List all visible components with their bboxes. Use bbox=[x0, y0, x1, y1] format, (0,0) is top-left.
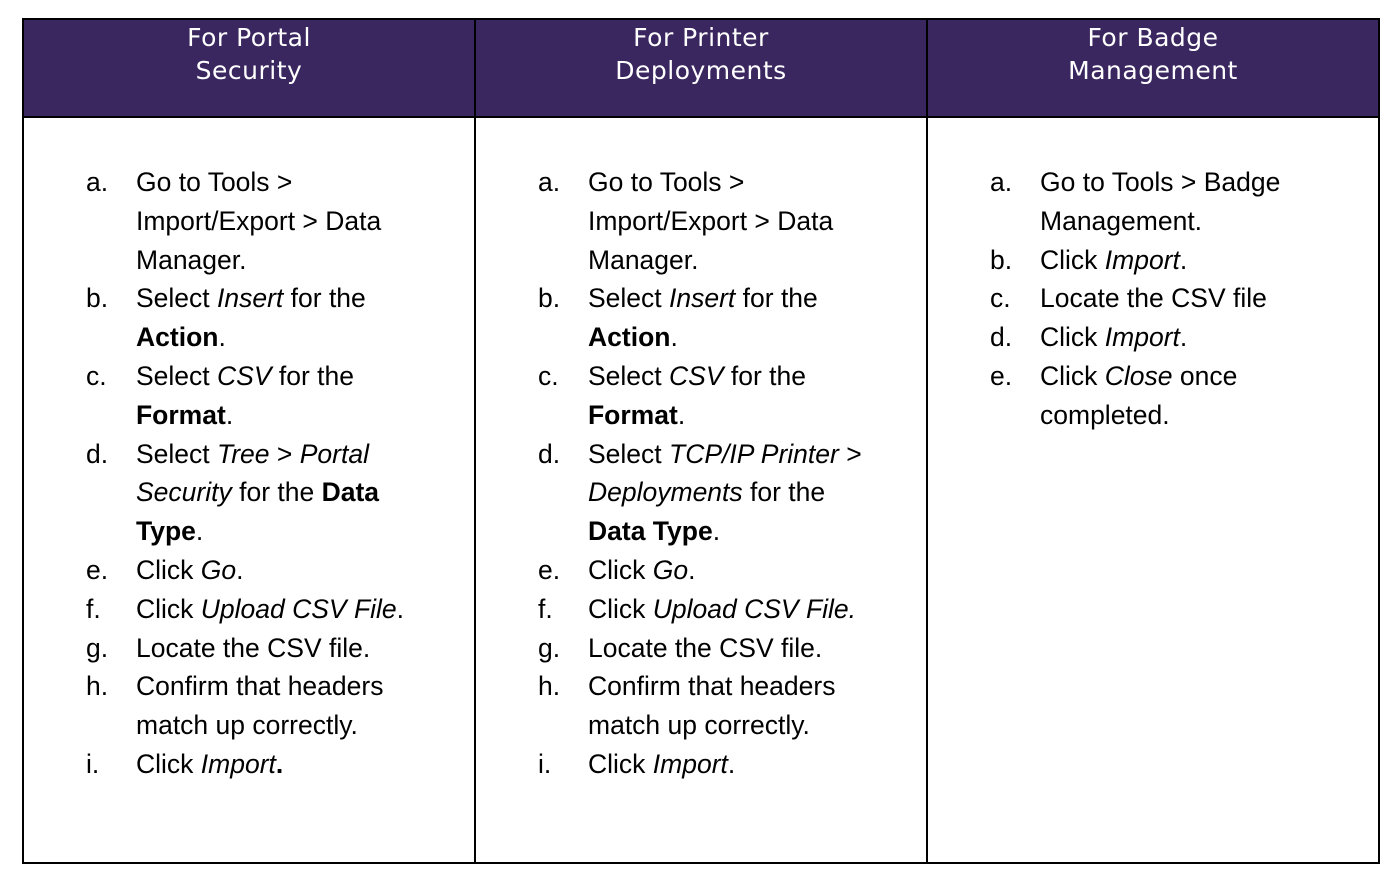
step-marker: h. bbox=[538, 671, 561, 702]
list-item bbox=[538, 745, 926, 784]
list-item bbox=[538, 667, 926, 745]
step-text-segment: Go to Tools > Badge Management. bbox=[1040, 167, 1281, 236]
step-marker: g. bbox=[86, 632, 109, 663]
step-text-segment: for the bbox=[735, 283, 818, 314]
step-text-segment: CSV bbox=[217, 360, 272, 391]
step-text-segment: Go bbox=[652, 554, 689, 585]
list-item bbox=[86, 163, 474, 279]
step-text-segment: for the bbox=[723, 360, 807, 391]
step-text-segment: CSV bbox=[669, 360, 724, 391]
step-text-segment: Locate the CSV file. bbox=[136, 632, 371, 663]
step-text bbox=[136, 590, 436, 629]
column-header-title: For Portal Security bbox=[187, 23, 311, 85]
step-text-segment: Click bbox=[1040, 244, 1105, 275]
step-text-segment: Select bbox=[588, 283, 670, 314]
step-text-segment: . bbox=[225, 399, 234, 430]
list-item bbox=[990, 241, 1378, 280]
list-item bbox=[990, 163, 1378, 241]
step-text-segment: Go to Tools > Import/Export > Data Manager. bbox=[588, 167, 834, 275]
step-text bbox=[588, 357, 888, 435]
step-text-segment: . bbox=[727, 748, 736, 779]
step-text-segment: Locate the CSV file bbox=[1040, 283, 1267, 314]
step-text-segment: Import bbox=[1104, 244, 1180, 275]
step-marker: e. bbox=[538, 554, 561, 585]
list-item bbox=[86, 667, 474, 745]
step-text-segment: Insert bbox=[669, 283, 736, 314]
step-text-segment: . bbox=[218, 322, 226, 353]
step-text-segment: Click bbox=[136, 593, 201, 624]
step-text bbox=[588, 551, 888, 590]
step-text-segment: . bbox=[396, 593, 405, 624]
step-text-segment: Select bbox=[136, 283, 218, 314]
list-item bbox=[538, 590, 926, 629]
step-text bbox=[1040, 318, 1340, 357]
step-text-segment: Data Type bbox=[588, 516, 713, 547]
step-text-segment: Confirm that headers match up correctly. bbox=[136, 671, 384, 741]
step-text-segment: Select bbox=[136, 438, 218, 469]
steps-list bbox=[476, 118, 926, 784]
step-marker: e. bbox=[990, 360, 1013, 391]
step-text-segment: . bbox=[688, 554, 696, 585]
column-header bbox=[23, 19, 475, 117]
step-text-segment: Action bbox=[588, 322, 671, 353]
step-marker: g. bbox=[538, 632, 561, 663]
step-text-segment: for the bbox=[742, 477, 826, 508]
step-text-segment: . bbox=[1179, 244, 1188, 275]
step-text bbox=[136, 629, 436, 668]
column-cell bbox=[475, 117, 927, 863]
column-header bbox=[475, 19, 927, 117]
step-text-segment: Close bbox=[1104, 360, 1173, 391]
list-item bbox=[86, 435, 474, 551]
step-text-segment: Deployments bbox=[588, 477, 743, 508]
step-text bbox=[136, 551, 436, 590]
step-text-segment: Click bbox=[136, 748, 201, 779]
step-marker: a. bbox=[538, 167, 561, 197]
step-text-segment: Format bbox=[588, 399, 678, 430]
step-marker: a. bbox=[86, 167, 109, 197]
column-cell bbox=[927, 117, 1379, 863]
step-text-segment: . bbox=[236, 554, 244, 585]
step-marker: e. bbox=[86, 554, 109, 585]
step-marker: d. bbox=[86, 438, 109, 469]
steps-list bbox=[24, 118, 474, 784]
step-text-segment: Click bbox=[588, 748, 653, 779]
step-text bbox=[136, 163, 436, 279]
column-cell bbox=[23, 117, 475, 863]
step-marker: i. bbox=[86, 748, 100, 779]
list-item bbox=[990, 318, 1378, 357]
list-item bbox=[86, 590, 474, 629]
step-text bbox=[588, 667, 888, 745]
step-text-segment: for the bbox=[283, 283, 366, 314]
step-text-segment: Import bbox=[200, 748, 276, 779]
step-text-segment: Data Type bbox=[136, 477, 380, 547]
list-item bbox=[538, 163, 926, 279]
step-text-segment: Click bbox=[588, 593, 653, 624]
step-marker: b. bbox=[990, 244, 1013, 275]
body-row bbox=[23, 117, 1379, 863]
step-marker: f. bbox=[86, 593, 101, 624]
step-text-segment: Click bbox=[588, 554, 653, 585]
step-text-segment: Go bbox=[200, 554, 237, 585]
step-text-segment: Select bbox=[588, 438, 670, 469]
step-text-segment: > bbox=[838, 438, 862, 469]
step-marker: i. bbox=[538, 748, 552, 779]
step-text-segment: TCP/IP Printer bbox=[669, 438, 839, 469]
step-text bbox=[588, 163, 888, 279]
list-item bbox=[538, 551, 926, 590]
steps-list bbox=[928, 118, 1378, 435]
column-header-title: For Printer Deployments bbox=[615, 23, 787, 85]
step-text-segment: Click bbox=[1040, 360, 1105, 391]
step-text-segment: Portal Security bbox=[136, 438, 369, 508]
step-text-segment: . bbox=[712, 516, 721, 547]
import-instructions-table bbox=[22, 18, 1380, 864]
list-item bbox=[86, 357, 474, 435]
step-text-segment: Click bbox=[136, 554, 201, 585]
step-text bbox=[1040, 279, 1340, 318]
step-text bbox=[136, 435, 436, 551]
step-marker: b. bbox=[538, 283, 561, 314]
step-text-segment: > bbox=[269, 438, 300, 469]
step-text bbox=[588, 629, 888, 668]
list-item bbox=[538, 357, 926, 435]
step-text bbox=[1040, 357, 1340, 435]
list-item bbox=[538, 279, 926, 357]
step-marker: c. bbox=[990, 283, 1011, 314]
step-text-segment: . bbox=[670, 322, 678, 353]
step-text-segment: . bbox=[677, 399, 686, 430]
step-marker: b. bbox=[86, 283, 109, 314]
column-header-title: For Badge Management bbox=[1068, 23, 1238, 85]
step-text bbox=[588, 590, 888, 629]
column-header bbox=[927, 19, 1379, 117]
step-marker: c. bbox=[86, 360, 107, 391]
header-row bbox=[23, 19, 1379, 117]
step-text-segment: Insert bbox=[217, 283, 284, 314]
step-text-segment: Upload CSV File. bbox=[652, 593, 857, 624]
step-text-segment: Action bbox=[136, 322, 219, 353]
list-item bbox=[86, 745, 474, 784]
step-text-segment: Import bbox=[1104, 322, 1180, 353]
step-marker: d. bbox=[538, 438, 561, 469]
step-text-segment: Locate the CSV file. bbox=[588, 632, 823, 663]
step-text bbox=[136, 667, 436, 745]
step-text bbox=[1040, 163, 1340, 241]
step-text-segment: Upload CSV File bbox=[200, 593, 397, 624]
step-marker: c. bbox=[538, 360, 559, 391]
step-text bbox=[136, 357, 436, 435]
list-item bbox=[538, 435, 926, 551]
step-text-segment: Tree bbox=[217, 438, 270, 469]
step-text bbox=[1040, 241, 1340, 280]
step-text-segment: Go to Tools > Import/Export > Data Manager. bbox=[136, 167, 382, 275]
step-text bbox=[588, 435, 888, 551]
list-item bbox=[990, 279, 1378, 318]
step-text-segment: Format bbox=[136, 399, 226, 430]
list-item bbox=[86, 551, 474, 590]
step-marker: h. bbox=[86, 671, 109, 702]
step-text bbox=[588, 745, 888, 784]
step-text bbox=[136, 279, 436, 357]
step-text-segment: Select bbox=[136, 360, 218, 391]
step-text-segment: Confirm that headers match up correctly. bbox=[588, 671, 836, 741]
step-marker: a. bbox=[990, 167, 1013, 197]
step-text bbox=[588, 279, 888, 357]
list-item bbox=[990, 357, 1378, 435]
step-text bbox=[136, 745, 436, 784]
step-text-segment: Import bbox=[652, 748, 728, 779]
list-item bbox=[86, 279, 474, 357]
step-marker: f. bbox=[538, 593, 553, 624]
step-marker: d. bbox=[990, 322, 1013, 353]
list-item bbox=[538, 629, 926, 668]
step-text-segment: Select bbox=[588, 360, 670, 391]
step-text-segment: for the bbox=[231, 477, 322, 508]
step-text-segment: once completed. bbox=[1040, 360, 1238, 430]
step-text-segment: . bbox=[195, 516, 204, 547]
step-text-segment: . bbox=[275, 748, 284, 779]
step-text-segment: Click bbox=[1040, 322, 1105, 353]
step-text-segment: . bbox=[1179, 322, 1188, 353]
list-item bbox=[86, 629, 474, 668]
step-text-segment: for the bbox=[271, 360, 355, 391]
